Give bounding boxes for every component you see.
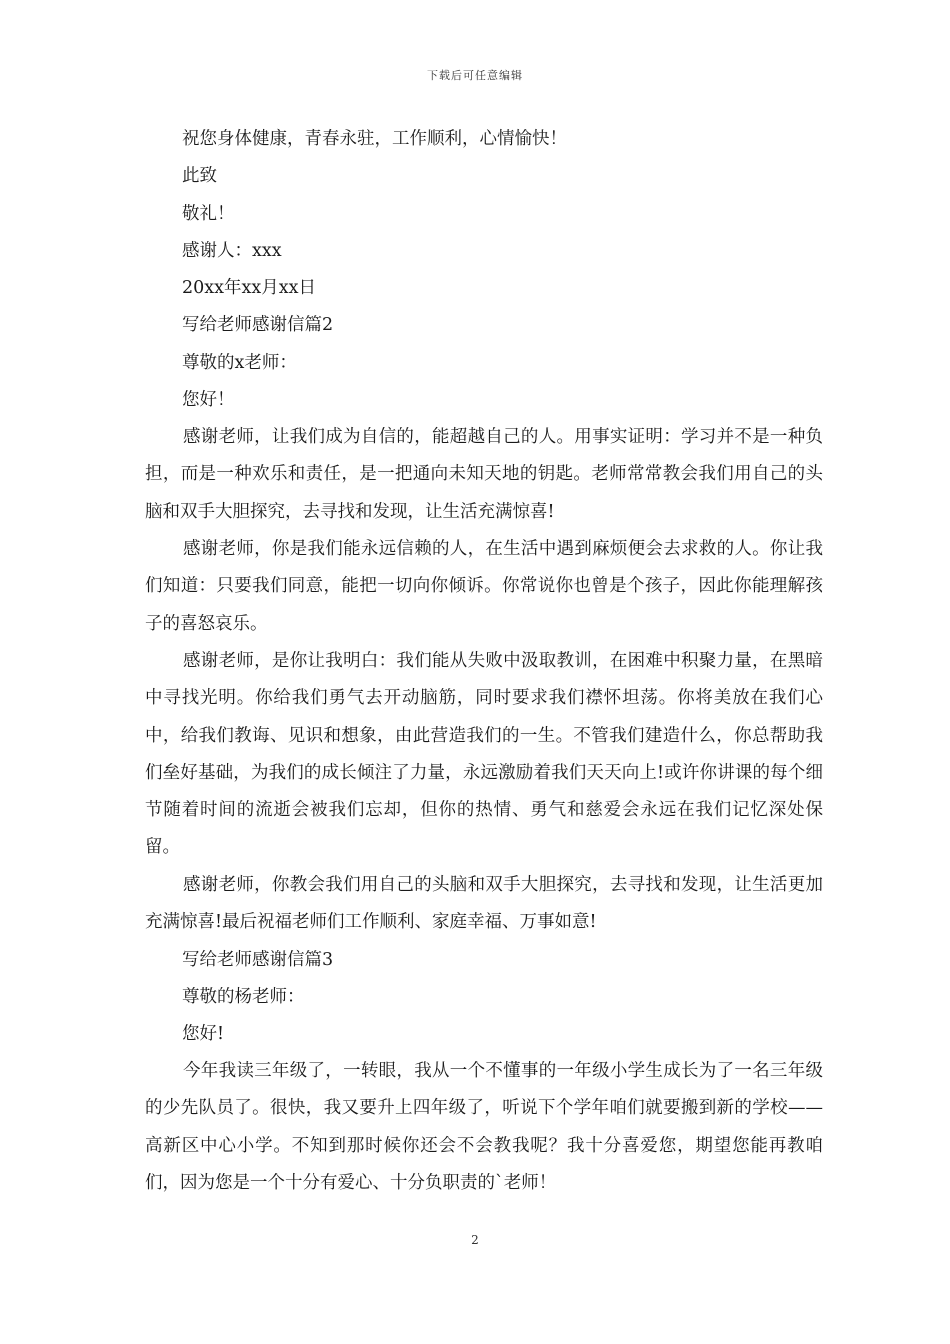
greeting: 您好!: [182, 1024, 225, 1044]
body-paragraph: 感谢老师，让我们成为自信的，能超越自己的人。用事实证明：学习并不是一种负担，而是一种欢乐和责任，是一把通向未知天地的钥匙。老师常常教会我们用自己的头脑和双手大胆探究，去寻找和发现，让生活充满惊喜!: [145, 427, 823, 522]
closing-wish: 祝您身体健康，青春永驻，工作顺利，心情愉快！: [182, 129, 567, 149]
page-header: 下载后可任意编辑: [427, 69, 523, 82]
page-number: 2: [471, 1233, 479, 1247]
date-line: 20xx年xx月xx日: [182, 278, 316, 298]
greeting-recipient: 尊敬的x老师：: [182, 353, 297, 373]
body-paragraph: 感谢老师，是你让我明白：我们能从失败中汲取教训，在困难中积聚力量，在黑暗中寻找光明。你给我们勇气去开动脑筋，同时要求我们襟怀坦荡。你将美放在我们心中，给我们教诲、见识和想象，由此营造我们的一生。不管我们建造什么，你总帮助我们垒好基础，为我们的成长倾注了力量，永远激励着我们天天向上!或许你讲课的每个细节随着时间的流逝会被我们忘却，但你的热情、勇气和慈爱会永远在我们记忆深处保留。: [145, 651, 823, 858]
closing-salutation: 此致: [182, 166, 217, 186]
closing-regards: 敬礼！: [182, 204, 235, 224]
signature-line: 感谢人：xxx: [182, 241, 282, 261]
body-paragraph: 感谢老师，你是我们能永远信赖的人，在生活中遇到麻烦便会去求救的人。你让我们知道：只要我们同意，能把一切向你倾诉。你常说你也曾是个孩子，因此你能理解孩子的喜怒哀乐。: [145, 539, 823, 634]
greeting-recipient: 尊敬的杨老师：: [182, 987, 305, 1007]
section-title: 写给老师感谢信篇3: [182, 950, 334, 970]
body-paragraph: 感谢老师，你教会我们用自己的头脑和双手大胆探究，去寻找和发现，让生活更加充满惊喜!最后祝福老师们工作顺利、家庭幸福、万事如意!: [145, 875, 823, 933]
body-paragraph: 今年我读三年级了，一转眼，我从一个不懂事的一年级小学生成长为了一名三年级的少先队员了。很快，我又要升上四年级了，听说下个学年咱们就要搬到新的学校——高新区中心小学。不知到那时候你还会不会教我呢？我十分喜爱您，期望您能再教咱们，因为您是一个十分有爱心、十分负职责的`老师！: [145, 1061, 823, 1193]
greeting: 您好！: [182, 390, 235, 410]
section-title: 写给老师感谢信篇2: [182, 315, 334, 335]
